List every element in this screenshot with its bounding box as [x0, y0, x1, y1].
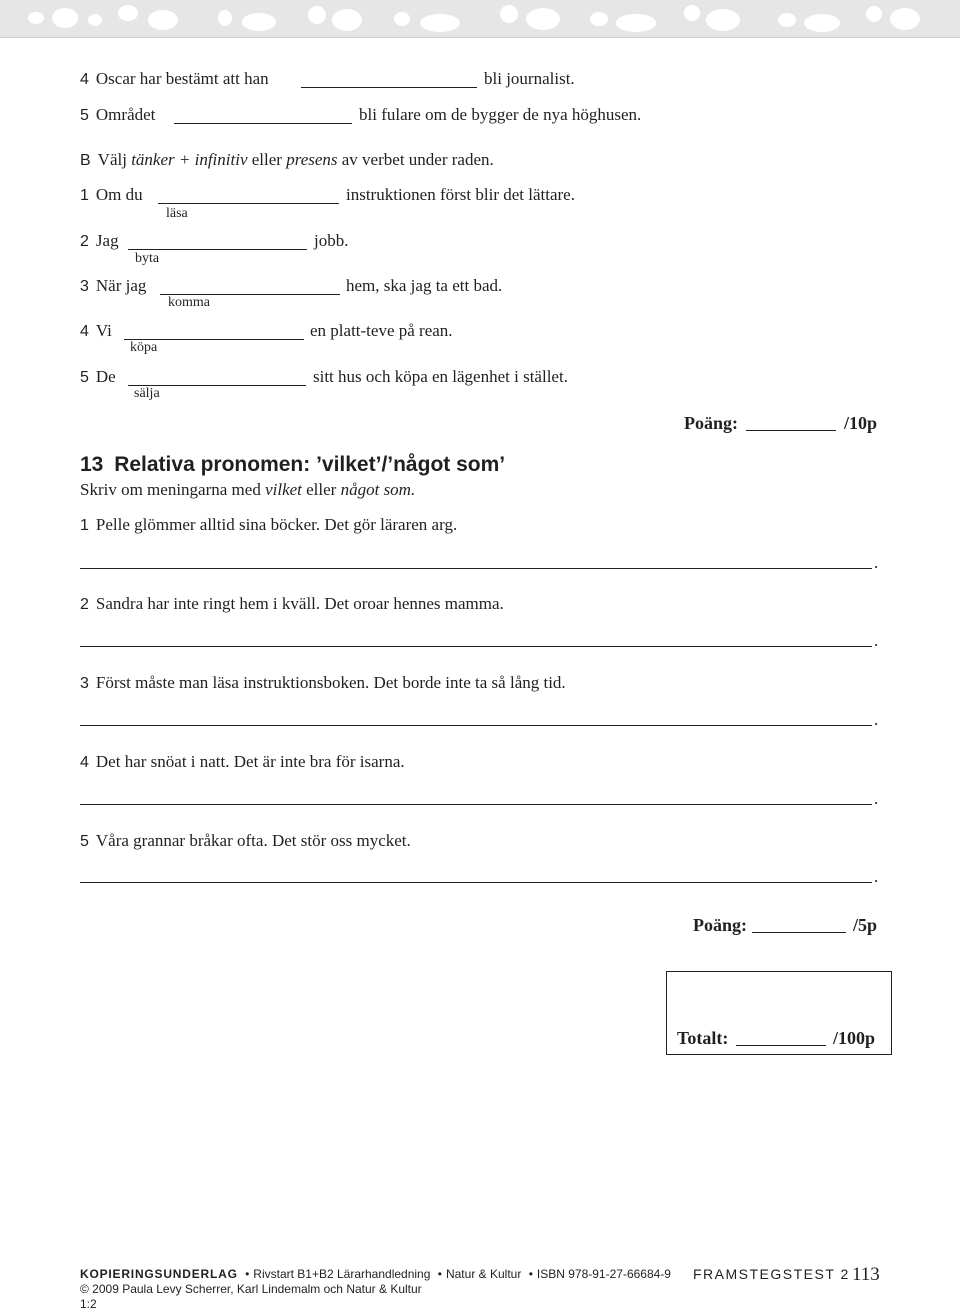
- footprint-shape: [148, 10, 178, 30]
- item-number: 2: [80, 596, 89, 613]
- sentence-start: Jag: [95, 231, 119, 250]
- item-number: 1: [80, 187, 89, 204]
- sentence-end: bli fulare om de bygger de nya höghusen.: [359, 105, 642, 124]
- score-blank[interactable]: [746, 430, 836, 431]
- footprint-shape: [308, 6, 326, 24]
- footprint-shape: [590, 12, 608, 26]
- footer-publisher: Natur & Kultur: [445, 1267, 522, 1281]
- line-end-period: .: [874, 553, 879, 572]
- footprint-shape: [420, 14, 460, 32]
- bullet-separator: •: [437, 1267, 442, 1281]
- decorative-header-band: [0, 0, 960, 38]
- footer-brand: KOPIERINGSUNDERLAG: [80, 1267, 238, 1281]
- score-max: /5p: [853, 915, 878, 935]
- sentence-end: bli journalist.: [484, 69, 575, 88]
- total-max: /100p: [833, 1028, 876, 1048]
- footprint-shape: [28, 12, 44, 24]
- footer-code: 1:2: [80, 1297, 97, 1311]
- rewrite-sentence: [80, 752, 405, 773]
- sentence-text: Pelle glömmer alltid sina böcker. Det gör läraren arg.: [95, 515, 458, 534]
- sentence-end: en platt-teve på rean.: [310, 321, 453, 340]
- bullet-separator: •: [528, 1267, 533, 1281]
- item-number: 1: [80, 517, 89, 534]
- exercise-title: Relativa pronomen: ’vilket’/’något som’: [114, 453, 506, 476]
- footer-book: Rivstart B1+B2 Lärarhandledning: [253, 1267, 431, 1281]
- item-number: 5: [80, 369, 89, 386]
- rewrite-sentence: [80, 515, 457, 536]
- footer-copyright: © 2009 Paula Levy Scherrer, Karl Lindemalm och Natur & Kultur: [80, 1282, 422, 1296]
- footprint-shape: [804, 14, 840, 32]
- sentence-start: När jag: [95, 276, 147, 295]
- footprint-shape: [526, 8, 560, 30]
- footprint-shape: [118, 5, 138, 21]
- verb-hint: sälja: [134, 386, 160, 401]
- footprint-shape: [500, 5, 518, 23]
- footprint-shape: [866, 6, 882, 22]
- verb-hint: byta: [135, 251, 160, 266]
- item-number: 2: [80, 233, 89, 250]
- score-label: Poäng:: [693, 915, 747, 935]
- sentence-text: Sandra har inte ringt hem i kväll. Det oroar hennes mamma.: [95, 594, 504, 613]
- answer-blank[interactable]: [301, 87, 477, 88]
- item-number: 5: [80, 833, 89, 850]
- footer-test-label: FRAMSTEGSTEST 2: [693, 1266, 850, 1282]
- instruction-text: eller: [251, 150, 282, 169]
- answer-blank[interactable]: [128, 249, 307, 250]
- answer-line[interactable]: [80, 646, 872, 647]
- footprint-shape: [684, 5, 700, 21]
- answer-line[interactable]: [80, 882, 872, 883]
- sentence-start: Oscar har bestämt att han: [95, 69, 269, 88]
- footprint-shape: [778, 13, 796, 27]
- rewrite-sentence: [80, 594, 504, 615]
- instruction-emphasis: presens: [286, 150, 338, 169]
- instruction-emphasis: vilket: [265, 480, 302, 499]
- score-blank[interactable]: [752, 932, 846, 933]
- score-max: /10p: [844, 413, 878, 433]
- item-number: 3: [80, 675, 89, 692]
- instruction-emphasis: tänker + infinitiv: [131, 150, 248, 169]
- sentence-text: Våra grannar bråkar ofta. Det stör oss mycket.: [95, 831, 411, 850]
- instruction-text: av verbet under raden.: [341, 150, 494, 169]
- rewrite-sentence: [80, 831, 411, 852]
- item-number: 4: [80, 71, 89, 88]
- item-number: 5: [80, 107, 89, 124]
- verb-hint: komma: [168, 295, 210, 310]
- footprint-shape: [242, 13, 276, 31]
- sentence-start: Området: [95, 105, 156, 124]
- item-number: 4: [80, 323, 89, 340]
- bullet-separator: •: [245, 1267, 250, 1281]
- footprint-shape: [394, 12, 410, 26]
- answer-line[interactable]: [80, 725, 872, 726]
- line-end-period: .: [874, 710, 879, 729]
- line-end-period: .: [874, 867, 879, 886]
- footer-isbn: ISBN 978-91-27-66684-9: [536, 1267, 671, 1281]
- item-number: 3: [80, 278, 89, 295]
- instruction-text: eller: [306, 480, 337, 499]
- instruction-emphasis: något som.: [340, 480, 416, 499]
- exercise-heading: [80, 452, 505, 478]
- answer-line[interactable]: [80, 804, 872, 805]
- fill-in-sentence: [80, 321, 112, 342]
- score-label: Poäng:: [684, 413, 738, 433]
- fill-in-sentence: [80, 185, 143, 206]
- verb-hint: köpa: [130, 340, 158, 355]
- footprint-shape: [332, 9, 362, 31]
- instruction-text: Skriv om meningarna med: [80, 480, 261, 499]
- footprint-shape: [706, 9, 740, 31]
- sentence-end: instruktionen först blir det lättare.: [346, 185, 575, 204]
- fill-in-sentence: [80, 69, 269, 90]
- footprint-shape: [890, 8, 920, 30]
- footprint-shape: [616, 14, 656, 32]
- sentence-start: De: [95, 367, 116, 386]
- rewrite-sentence: [80, 673, 566, 694]
- answer-blank[interactable]: [174, 123, 352, 124]
- exercise-instruction: [80, 480, 415, 500]
- fill-in-sentence: [80, 276, 146, 297]
- fill-in-sentence: [80, 105, 155, 126]
- footprint-shape: [52, 8, 78, 28]
- total-blank[interactable]: [736, 1045, 826, 1046]
- sentence-end: sitt hus och köpa en lägenhet i stället.: [313, 367, 568, 386]
- footer-publication-line: [80, 1267, 671, 1281]
- sentence-text: Det har snöat i natt. Det är inte bra för isarna.: [95, 752, 405, 771]
- footprint-shape: [88, 14, 102, 26]
- sentence-end: jobb.: [314, 231, 349, 250]
- answer-line[interactable]: [80, 568, 872, 569]
- fill-in-sentence: [80, 231, 119, 252]
- line-end-period: .: [874, 789, 879, 808]
- instruction-text: Välj: [97, 150, 127, 169]
- sentence-start: Vi: [95, 321, 112, 340]
- answer-blank[interactable]: [158, 203, 339, 204]
- verb-hint: läsa: [166, 206, 188, 221]
- sentence-start: Om du: [95, 185, 143, 204]
- line-end-period: .: [874, 631, 879, 650]
- total-label: Totalt:: [677, 1028, 729, 1048]
- fill-in-sentence: [80, 367, 116, 388]
- section-letter: B: [80, 152, 91, 169]
- exercise-number: 13: [80, 453, 104, 476]
- sentence-text: Först måste man läsa instruktionsboken. Det borde inte ta så lång tid.: [95, 673, 566, 692]
- section-b-instruction: [80, 150, 494, 171]
- sentence-end: hem, ska jag ta ett bad.: [346, 276, 503, 295]
- item-number: 4: [80, 754, 89, 771]
- footprint-shape: [218, 10, 232, 26]
- page-number: 113: [852, 1264, 880, 1285]
